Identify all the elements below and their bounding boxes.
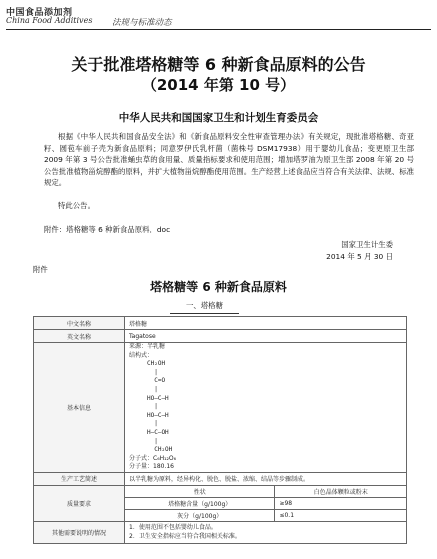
header-brand-cn: 中国食品添加剂 [6, 8, 73, 18]
molecular-formula: 分子式：C₆H₁₂O₆ [129, 454, 177, 462]
issuer: 中华人民共和国国家卫生和计划生育委员会 [118, 112, 319, 124]
appendix-label: 附件 [33, 265, 48, 274]
structure-formula: CH₂OH | C=O | HO—C—H | HO—C—H | H—C—OH | CH₂OH [147, 360, 173, 454]
header-brand-en: China Food Additives [6, 16, 93, 25]
table-row [34, 521, 407, 543]
en-name-label: 英文名称 [34, 330, 125, 343]
table-row [34, 330, 407, 343]
other-cell [125, 521, 407, 543]
other-note-2: 2．卫生安全指标应当符合我国相关标准。 [129, 533, 241, 541]
attachment-link[interactable]: 附件：塔格糖等 6 种新食品原料．doc [44, 225, 171, 234]
other-label: 其他需要说明的情况 [34, 521, 125, 543]
molecular-weight: 分子量：180.16 [129, 463, 174, 471]
table-row [34, 317, 407, 330]
quality-label: 质量要求 [34, 485, 125, 521]
basic-info-label: 基本信息 [34, 343, 125, 473]
table-row [34, 472, 407, 485]
signature-date: 2014 年 5 月 30 日 [326, 252, 393, 261]
structure-label: 结构式： [129, 351, 154, 359]
notice-closing: 特此公告。 [58, 201, 95, 210]
col-header-appearance: 白色晶体颗粒或粉末 [275, 485, 407, 497]
source-text: 来源：半乳糖 [129, 343, 166, 350]
signature-org: 国家卫生计生委 [341, 240, 393, 249]
ash-value: ≤0.1 [275, 509, 407, 521]
tagatose-content-name: 塔格糖含量（g/100g） [125, 497, 275, 509]
section-title: 一、塔格糖 [170, 300, 239, 314]
cn-name-label: 中文名称 [34, 317, 125, 330]
material-table [33, 316, 407, 544]
other-note-1: 1．使用范围不包括婴幼儿食品。 [129, 524, 217, 532]
table-row [34, 485, 407, 497]
notice-number: （2014 年第 10 号） [141, 76, 296, 94]
header-column-name: 法规与标准动态 [112, 18, 172, 28]
notice-body: 根据《中华人民共和国食品安全法》和《新食品原料安全性审查管理办法》有关规定，现批准塔格糖、奇亚籽、圆苞车前子壳为新食品原料；同意罗伊氏乳杆菌（菌株号 DSM17938）用于婴幼儿食品；变更原卫生部 2009 年第 3 号公告批准蛹虫草的食用量、质量指标要求和使用范围；增加塔罗油为原卫生部 2008 年第 20 号公告批准植物甾烷醇酯的原料，并扩大植物甾烷醇酯使用范围。生产经营上述食品应当符合有关法律、法规、标准规定。 [44, 132, 414, 188]
en-name-value: Tagatose [125, 330, 407, 343]
basic-info-cell [125, 343, 407, 473]
appendix-title: 塔格糖等 6 种新食品原料 [150, 280, 287, 294]
process-text: 以半乳糖为原料，经异构化、脱色、脱盐、浓缩、结晶等步骤制成。 [125, 472, 407, 485]
col-header-property: 性状 [125, 485, 275, 497]
notice-title: 关于批准塔格糖等 6 种新食品原料的公告 [71, 55, 366, 74]
tagatose-content-value: ≥98 [275, 497, 407, 509]
cn-name-value: 塔格糖 [125, 317, 407, 330]
table-row [34, 343, 407, 473]
ash-name: 灰分（g/100g） [125, 509, 275, 521]
header-divider [6, 29, 431, 30]
process-label: 生产工艺简述 [34, 472, 125, 485]
